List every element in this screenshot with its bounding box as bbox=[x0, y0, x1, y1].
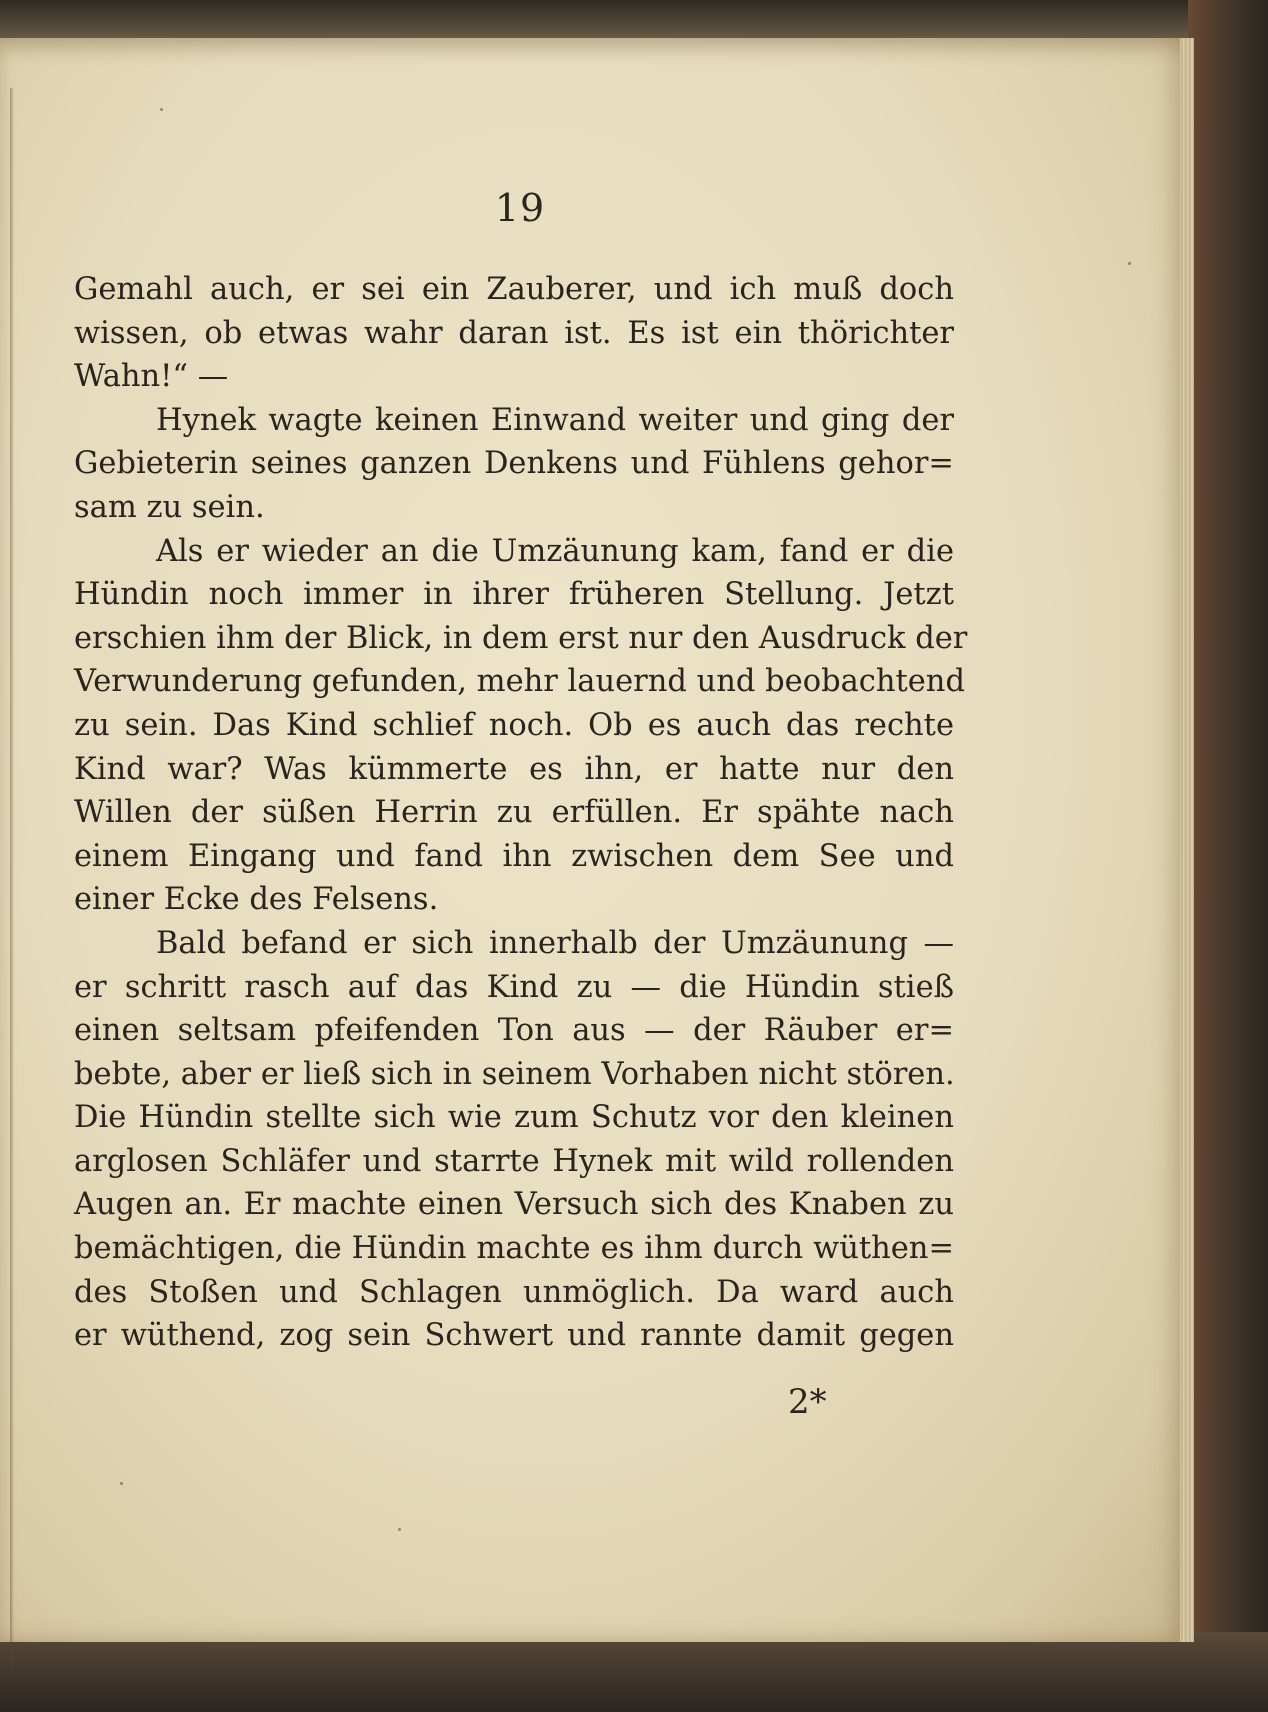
text-line: sam zu sein. bbox=[74, 489, 265, 525]
text-line: erschien ihm der Blick, in dem erst nur den Ausdruck der bbox=[74, 620, 968, 656]
text-line: einem Eingang und fand ihn zwischen dem See und bbox=[74, 838, 954, 874]
text-line: bemächtigen, die Hündin machte es ihm durch wüthen= bbox=[74, 1231, 954, 1267]
body-text bbox=[74, 268, 968, 1358]
text-line: Kind war? Was kümmerte es ihn, er hatte nur den bbox=[74, 751, 954, 787]
page-gutter-shadow bbox=[10, 88, 14, 1668]
text-line: er wüthend, zog sein Schwert und rannte damit gegen bbox=[74, 1318, 954, 1354]
page-number: 19 bbox=[494, 186, 546, 230]
text-line: Die Hündin stellte sich wie zum Schutz vor den kleinen bbox=[74, 1100, 954, 1136]
text-line: wissen, ob etwas wahr daran ist. Es ist ein thörichter bbox=[74, 315, 954, 351]
text-line: Hynek wagte keinen Einwand weiter und ging der bbox=[156, 402, 954, 438]
text-line: einen seltsam pfeifenden Ton aus — der Räuber er= bbox=[74, 1013, 954, 1049]
book-cover-spine-edge bbox=[1188, 0, 1268, 1712]
text-line: Willen der süßen Herrin zu erfüllen. Er spähte nach bbox=[74, 795, 954, 831]
text-line: Augen an. Er machte einen Versuch sich des Knaben zu bbox=[74, 1187, 954, 1223]
page-stack-edge bbox=[1180, 38, 1194, 1642]
text-line: Verwunderung gefunden, mehr lauernd und beobachtend bbox=[74, 664, 965, 700]
paper-speck bbox=[160, 108, 163, 111]
book-cover-bottom bbox=[0, 1632, 1268, 1712]
text-line: Hündin noch immer in ihrer früheren Stellung. Jetzt bbox=[74, 577, 954, 613]
text-line: Als er wieder an die Umzäunung kam, fand er die bbox=[156, 533, 954, 569]
text-line: Wahn!“ — bbox=[74, 359, 229, 395]
text-line: er schritt rasch auf das Kind zu — die Hündin stieß bbox=[74, 969, 954, 1005]
text-line: arglosen Schläfer und starrte Hynek mit wild rollenden bbox=[74, 1143, 954, 1179]
text-line: Bald befand er sich innerhalb der Umzäunung — bbox=[156, 925, 954, 961]
signature-mark: 2* bbox=[788, 1382, 827, 1422]
paper-speck bbox=[398, 1528, 401, 1531]
text-line: bebte, aber er ließ sich in seinem Vorhaben nicht stören. bbox=[74, 1056, 955, 1092]
text-line: einer Ecke des Felsens. bbox=[74, 882, 439, 918]
text-line: des Stoßen und Schlagen unmöglich. Da ward auch bbox=[74, 1274, 954, 1310]
text-line: Gemahl auch, er sei ein Zauberer, und ich muß doch bbox=[74, 272, 954, 307]
paper-speck bbox=[120, 1482, 123, 1485]
text-line: Gebieterin seines ganzen Denkens und Fühlens gehor= bbox=[74, 446, 954, 482]
text-line: zu sein. Das Kind schlief noch. Ob es auch das rechte bbox=[74, 707, 954, 743]
paper-speck bbox=[1128, 262, 1131, 265]
